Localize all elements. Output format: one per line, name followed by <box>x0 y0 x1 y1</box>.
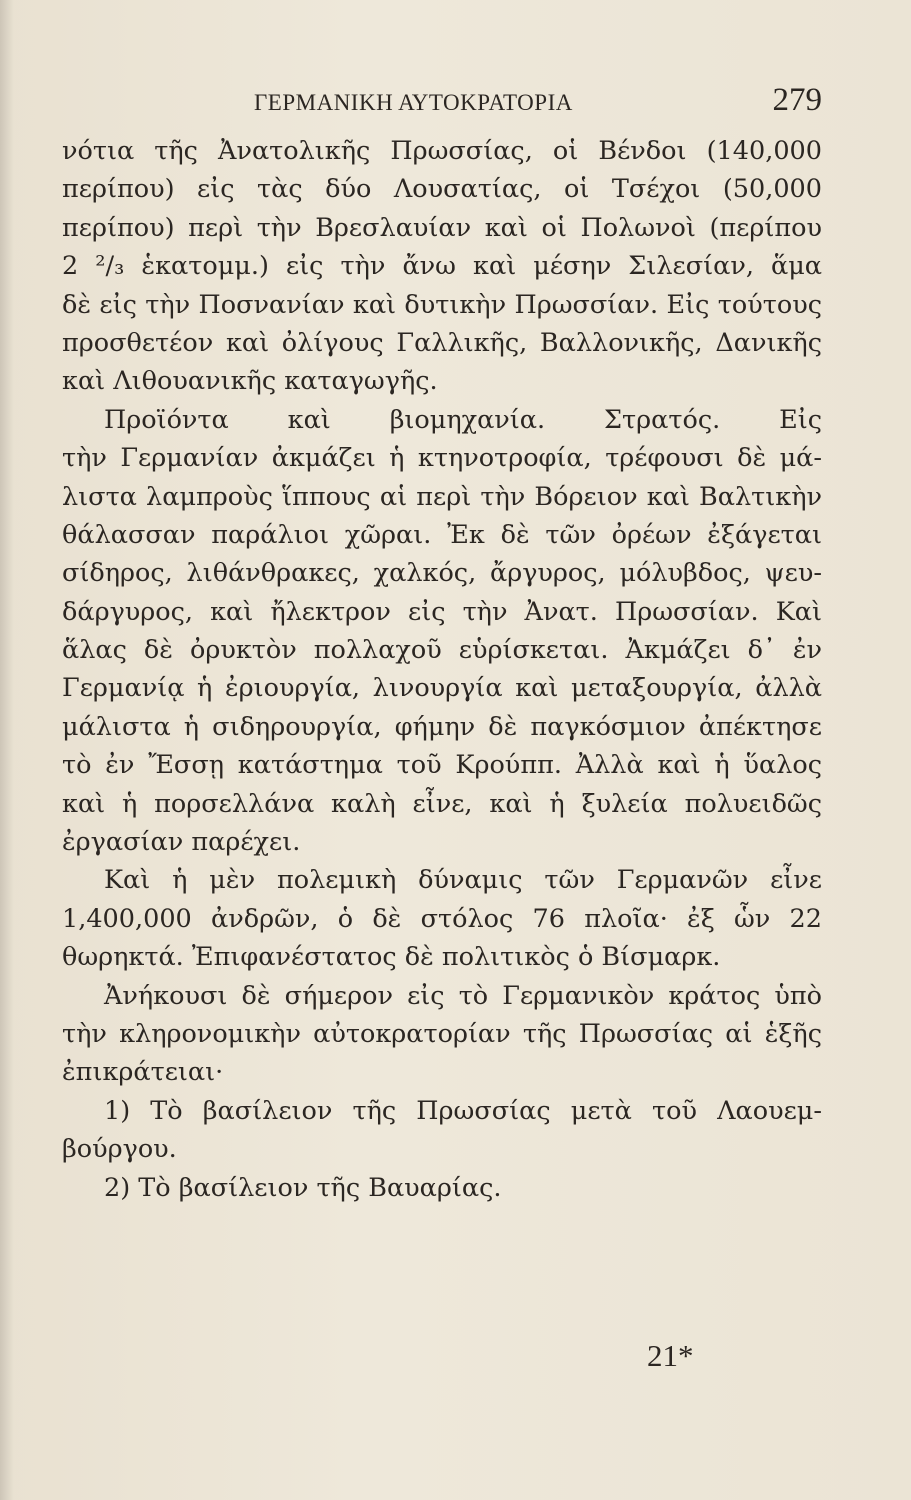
text-line: θωρηκτά. Ἐπιφανέστατος δὲ πολιτικὸς ὁ Βίσμαρκ. <box>62 942 721 973</box>
text-line: μάλιστα ἡ σιδηρουργία, φήμην δὲ παγκόσμιον ἀπέκτησε <box>62 711 822 742</box>
text-line: νότια τῆς Ἀνατολικῆς Πρωσσίας, οἱ Βένδοι (140,000 <box>62 136 822 166</box>
text-line: τὴν κληρονομικὴν αὐτοκρατορίαν τῆς Πρωσσίας αἱ ἑξῆς <box>62 1018 822 1049</box>
text-line: καὶ ἡ πορσελλάνα καλὴ εἶνε, καὶ ἡ ξυλεία πολυειδῶς <box>62 788 822 819</box>
text-line: 1,400,000 ἀνδρῶν, ὁ δὲ στόλος 76 πλοῖα· ἐξ ὧν 22 <box>62 903 822 934</box>
text-line: ἐργασίαν παρέχει. <box>62 827 301 858</box>
spine-shadow <box>0 0 14 1500</box>
text-line: βούργου. <box>62 1134 177 1165</box>
text-line: τὴν Γερμανίαν ἀκμάζει ἡ κτηνοτροφία, τρέφουσι δὲ μά- <box>62 443 822 474</box>
text-line: 2) Τὸ βασίλειον τῆς Βαυαρίας. <box>104 1172 502 1203</box>
text-line: περίπου) εἰς τὰς δύο Λουσατίας, οἱ Τσέχοι (50,000 <box>62 174 822 205</box>
signature-mark: 21* <box>647 1338 694 1373</box>
text-line: Γερμανίᾳ ἡ ἐριουργία, λινουργία καὶ μεταξουργία, ἀλλὰ <box>62 673 822 704</box>
page-number: 279 <box>772 82 822 118</box>
body-text <box>62 132 822 1207</box>
text-line: περίπου) περὶ τὴν Βρεσλαυίαν καὶ οἱ Πολωνοὶ (περίπου <box>62 212 822 243</box>
page-header <box>62 82 822 122</box>
text-line: Προϊόντα καὶ βιομηχανία. Στρατός. Εἰς <box>104 404 822 435</box>
text-line: Καὶ ἡ μὲν πολεμικὴ δύναμις τῶν Γερμανῶν εἶνε <box>104 865 822 896</box>
text-line: θάλασσαν παράλιοι χῶραι. Ἐκ δὲ τῶν ὀρέων ἐξάγεται <box>62 519 822 550</box>
text-line: προσθετέον καὶ ὀλίγους Γαλλικῆς, Βαλλονικῆς, Δανικῆς <box>62 327 822 358</box>
text-line: 2 ²/₃ ἑκατομμ.) εἰς τὴν ἄνω καὶ μέσην Σιλεσίαν, ἅμα <box>62 251 822 282</box>
text-line: δάργυρος, καὶ ἤλεκτρον εἰς τὴν Ἀνατ. Πρωσσίαν. Καὶ <box>62 596 822 627</box>
text-line: ἅλας δὲ ὀρυκτὸν πολλαχοῦ εὑρίσκεται. Ἀκμάζει δ᾽ ἐν <box>62 635 822 666</box>
text-line: Ἀνήκουσι δὲ σήμερον εἰς τὸ Γερμανικὸν κράτος ὑπὸ <box>104 980 822 1011</box>
text-line: δὲ εἰς τὴν Ποσνανίαν καὶ δυτικὴν Πρωσσίαν. Εἰς τούτους <box>62 289 822 320</box>
text-line: σίδηρος, λιθάνθρακες, χαλκός, ἄργυρος, μόλυβδος, ψευ- <box>62 558 822 589</box>
running-title: ΓΕΡΜΑΝΙΚΗ ΑΥΤΟΚΡΑΤΟΡΙΑ <box>254 90 573 115</box>
text-line: τὸ ἐν Ἔσσῃ κατάστημα τοῦ Κρούππ. Ἀλλὰ καὶ ἡ ὕαλος <box>62 750 822 781</box>
text-line: λιστα λαμπροὺς ἵππους αἱ περὶ τὴν Βόρειον καὶ Βαλτικὴν <box>62 481 822 512</box>
text-line: 1) Τὸ βασίλειον τῆς Πρωσσίας μετὰ τοῦ Λαουεμ- <box>104 1095 822 1126</box>
text-line: ἐπικράτειαι· <box>62 1057 224 1088</box>
text-line: καὶ Λιθουανικῆς καταγωγῆς. <box>62 366 438 397</box>
